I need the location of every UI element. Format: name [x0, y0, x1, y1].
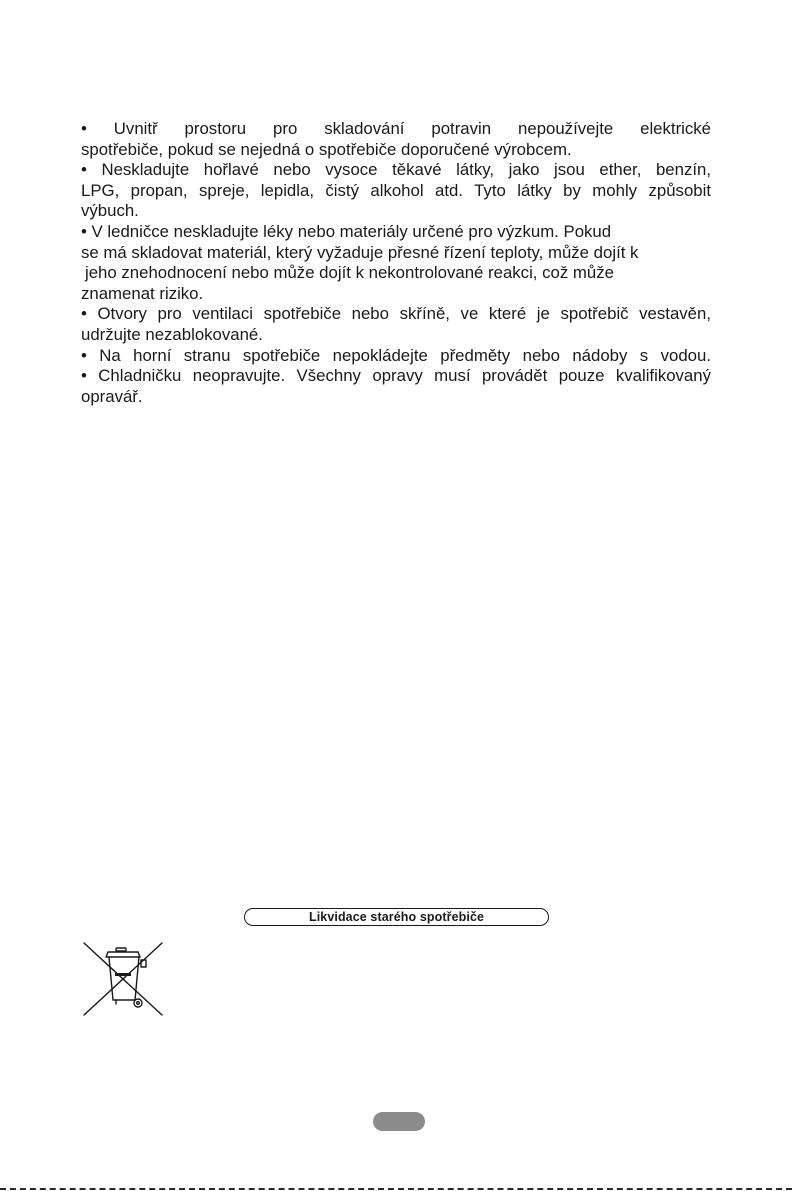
- safety-line: • Neskladujte hořlavé nebo vysoce těkavé látky, jako jsou ether, benzín,: [81, 160, 711, 180]
- crossed-out-wheelie-bin-icon: [80, 940, 166, 1018]
- safety-line: jeho znehodnocení nebo může dojít k nekontrolované reakci, což může: [85, 263, 614, 283]
- safety-line: • Uvnitř prostoru pro skladování potravin nepoužívejte elektrické: [81, 119, 711, 138]
- safety-instructions: [81, 119, 711, 407]
- safety-line: udržujte nezablokované.: [81, 324, 263, 344]
- safety-line: opravář.: [81, 386, 143, 406]
- safety-line: • Na horní stranu spotřebiče nepokládejte předměty nebo nádoby s vodou.: [81, 345, 711, 365]
- disposal-section-banner: [244, 908, 549, 926]
- safety-line: znamenat riziko.: [81, 283, 204, 303]
- bottom-crop-rule: [0, 1188, 792, 1190]
- safety-line: se má skladovat materiál, který vyžaduje přesné řízení teploty, může dojít k: [81, 242, 639, 262]
- safety-line: • Otvory pro ventilaci spotřebiče nebo skříně, ve které je spotřebič vestavěn,: [81, 304, 711, 324]
- safety-line: spotřebiče, pokud se nejedná o spotřebiče doporučené výrobcem.: [81, 139, 572, 159]
- disposal-section-title: Likvidace starého spotřebiče: [308, 909, 485, 924]
- safety-line: • Chladničku neopravujte. Všechny opravy musí provádět pouze kvalifikovaný: [81, 366, 711, 386]
- safety-line: LPG, propan, spreje, lepidla, čistý alkohol atd. Tyto látky by mohly způsobit: [81, 180, 711, 200]
- page-number-pill: [373, 1112, 425, 1131]
- safety-line: výbuch.: [81, 201, 139, 221]
- safety-line: • V ledničce neskladujte léky nebo materiály určené pro výzkum. Pokud: [81, 221, 612, 241]
